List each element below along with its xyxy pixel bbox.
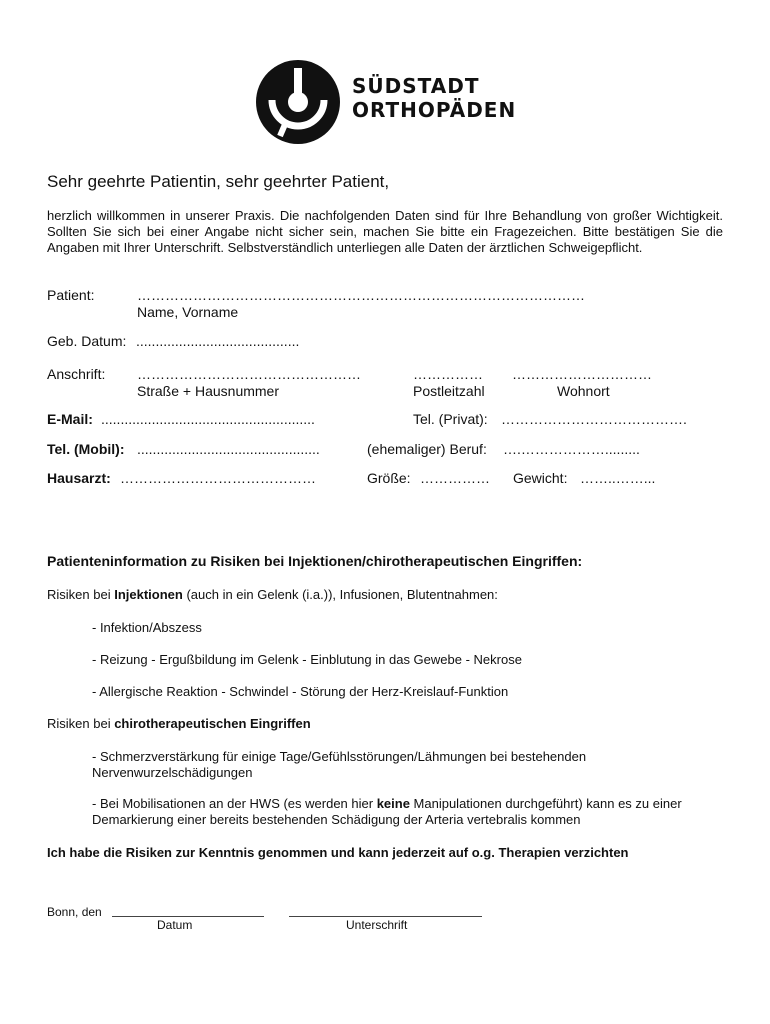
- city-caption: Wohnort: [557, 383, 610, 399]
- chiro-bold: chirotherapeutischen Eingriffen: [114, 716, 311, 731]
- patient-caption: Name, Vorname: [137, 304, 239, 320]
- injection-prefix: Risiken bei: [47, 587, 115, 602]
- job-field[interactable]: ….……………….........: [503, 441, 640, 457]
- tel-mobile-label: Tel. (Mobil):: [47, 441, 125, 457]
- brand-name: [352, 74, 516, 122]
- injection-risk-3: - Allergische Reaktion - Schwindel - Störung der Herz-Kreislauf-Funktion: [92, 684, 509, 699]
- chiro-risk-2: [92, 796, 732, 828]
- height-field[interactable]: ……………: [420, 470, 490, 486]
- date-caption: Datum: [157, 918, 193, 932]
- chiro-prefix: Risiken bei: [47, 716, 115, 731]
- address-label: Anschrift:: [47, 366, 106, 382]
- weight-field[interactable]: ……..……...: [580, 470, 656, 486]
- weight-label: Gewicht:: [513, 470, 568, 486]
- injection-bold: Injektionen: [114, 587, 183, 602]
- risks-title: Patienteninformation zu Risiken bei Injektionen/chirotherapeutischen Eingriffen:: [47, 553, 583, 569]
- chiro-risk-2-a: - Bei Mobilisationen an der HWS (es werden hier: [92, 796, 377, 811]
- signature-line[interactable]: [289, 904, 482, 917]
- chiro-risk-2-b: Manipulationen durchgeführt) kann es zu einer Demarkierung einer bereits bestehenden Schädigung der Arteria vertebralis kommen: [92, 796, 682, 827]
- patient-label: Patient:: [47, 287, 95, 303]
- tel-private-field[interactable]: ………………………………….: [501, 411, 687, 427]
- date-line[interactable]: [112, 904, 264, 917]
- injection-risk-2: - Reizung - Ergußbildung im Gelenk - Einblutung in das Gewebe - Nekrose: [92, 652, 522, 667]
- zip-caption: Postleitzahl: [413, 383, 485, 399]
- gp-label: Hausarzt:: [47, 470, 111, 486]
- street-caption: Straße + Hausnummer: [137, 383, 279, 399]
- chiro-risk-2-bold: keine: [376, 796, 410, 811]
- intro-text: herzlich willkommen in unserer Praxis. Die nachfolgenden Daten sind für Ihre Behandlung von großer Wichtigkeit. Sollten Sie sich bei einer Angabe nicht sicher sein, machen Sie bitte ein Fragezeichen. Bitte bestätigen Sie die Angaben mit Ihrer Unterschrift. Selbstverständlich unterliegen alle Daten der ärztlichen Schweigepflicht.: [47, 208, 723, 255]
- consent-statement: Ich habe die Risiken zur Kenntnis genommen und kann jederzeit auf o.g. Therapien verzichten: [47, 845, 629, 860]
- dob-field[interactable]: ..........................................: [136, 333, 300, 349]
- email-field[interactable]: .......................................................: [101, 411, 315, 427]
- street-field[interactable]: …………………………………………: [137, 366, 361, 382]
- email-label: E-Mail:: [47, 411, 93, 427]
- gp-field[interactable]: ……………………………………: [120, 470, 316, 486]
- tel-mobile-field[interactable]: ...............................................: [137, 441, 320, 457]
- chiro-risk-1: - Schmerzverstärkung für einige Tage/Gefühlsstörungen/Lähmungen bei bestehenden Nervenwurzelschädigungen: [92, 749, 587, 780]
- chiro-heading: [47, 716, 311, 731]
- city-field[interactable]: …………………………: [512, 366, 652, 382]
- logo-icon: [256, 60, 340, 144]
- injection-heading: [47, 587, 498, 602]
- greeting: Sehr geehrte Patientin, sehr geehrter Patient,: [47, 172, 390, 191]
- injection-risk-1: - Infektion/Abszess: [92, 620, 202, 635]
- height-label: Größe:: [367, 470, 411, 486]
- brand-line-1: SÜDSTADT: [352, 74, 480, 98]
- dob-label: Geb. Datum:: [47, 333, 127, 349]
- signature-place: Bonn, den: [47, 905, 102, 919]
- injection-suffix: (auch in ein Gelenk (i.a.)), Infusionen, Blutentnahmen:: [182, 587, 498, 602]
- brand-line-2: ORTHOPÄDEN: [352, 98, 517, 122]
- signature-caption: Unterschrift: [346, 918, 408, 932]
- tel-private-label: Tel. (Privat):: [413, 411, 488, 427]
- job-label: (ehemaliger) Beruf:: [367, 441, 487, 457]
- patient-field[interactable]: ……………………………………………………………………………………: [137, 287, 585, 303]
- zip-field[interactable]: ……………: [413, 366, 483, 382]
